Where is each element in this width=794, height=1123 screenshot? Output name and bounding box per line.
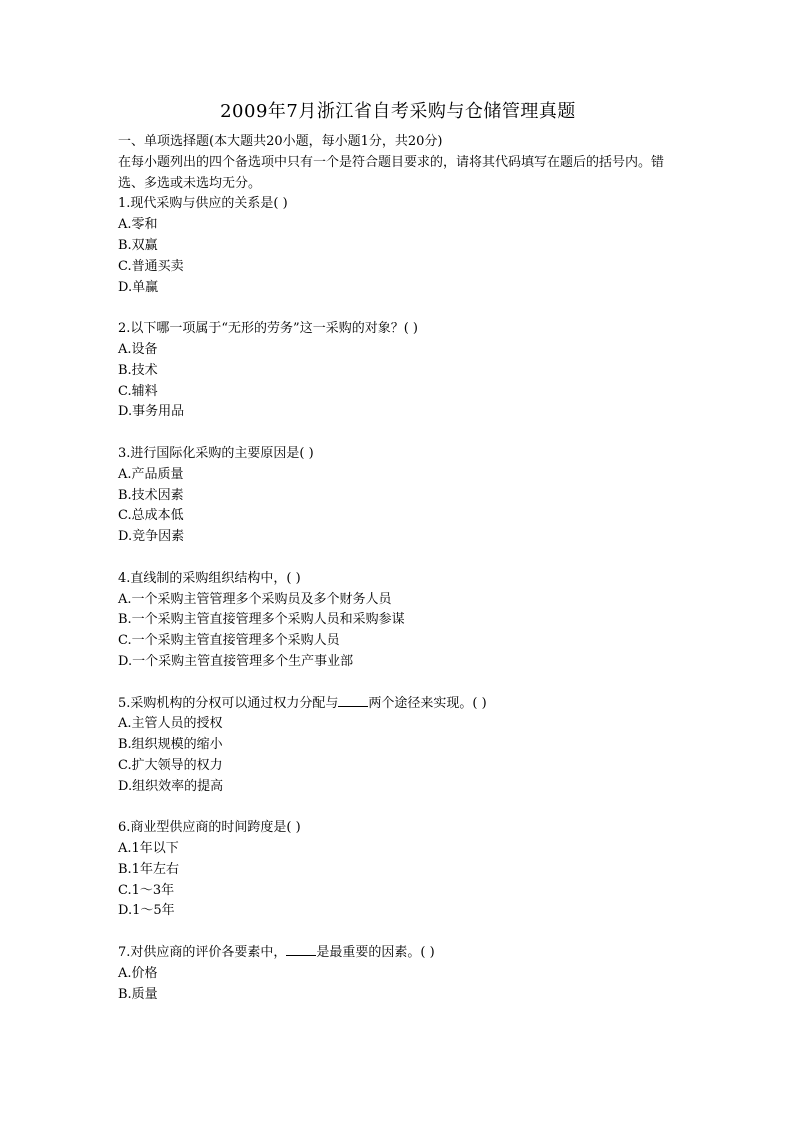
question-6-option-d: D.1～5年: [118, 903, 175, 919]
question-2-option-a: A.设备: [118, 341, 158, 357]
answer-blank: [286, 943, 316, 956]
question-1-stem: 1.现代采购与供应的关系是( ): [118, 196, 288, 212]
question-5-stem: [118, 694, 678, 715]
question-4-option-a: A.一个采购主管管理多个采购员及多个财务人员: [118, 591, 392, 607]
question-6-option-c: C.1～3年: [118, 882, 175, 898]
question-1-option-d: D.单赢: [118, 279, 159, 295]
question-5-option-b: B.组织规模的缩小: [118, 737, 223, 753]
spacer: [118, 673, 678, 694]
exam-page: [118, 100, 678, 1005]
question-6-stem: 6.商业型供应商的时间跨度是( ): [118, 820, 301, 836]
question-4-option-b: B.一个采购主管直接管理多个采购人员和采购参谋: [118, 612, 405, 628]
section-instructions: 在每小题列出的四个备选项中只有一个是符合题目要求的，请将其代码填写在题后的括号内。错选、多选或未选均无分。: [118, 154, 665, 191]
question-1-option-c: C.普通买卖: [118, 258, 184, 274]
question-1-option-b: B.双赢: [118, 237, 158, 253]
spacer: [118, 798, 678, 819]
question-3-option-c: C.总成本低: [118, 508, 184, 524]
question-4-option-c: C.一个采购主管直接管理多个采购人员: [118, 633, 340, 649]
spacer: [118, 298, 678, 319]
spacer: [118, 548, 678, 569]
question-4-stem: 4.直线制的采购组织结构中，( ): [118, 570, 301, 586]
question-6-option-a: A.1年以下: [118, 841, 179, 857]
question-2-stem: 2.以下哪一项属于“无形的劳务”这一采购的对象？( ): [118, 321, 418, 337]
question-3-option-d: D.竞争因素: [118, 529, 185, 545]
question-2-option-c: C.辅料: [118, 383, 158, 399]
question-7-stem: [118, 943, 678, 964]
question-5-stem-after: 两个途径来实现。( ): [368, 695, 487, 711]
section-heading: 一、单项选择题(本大题共20小题，每小题1分，共20分): [118, 134, 443, 149]
question-4-option-d: D.一个采购主管直接管理多个生产事业部: [118, 653, 354, 669]
question-2-option-d: D.事务用品: [118, 404, 185, 420]
question-3-option-a: A.产品质量: [118, 466, 184, 482]
question-6-option-b: B.1年左右: [118, 861, 179, 877]
question-7-option-a: A.价格: [118, 965, 158, 981]
question-5-stem-before: 5.采购机构的分权可以通过权力分配与: [118, 695, 339, 711]
question-2-option-b: B.技术: [118, 362, 158, 378]
spacer: [118, 922, 678, 943]
question-5-option-a: A.主管人员的授权: [118, 716, 223, 732]
answer-blank: [338, 694, 368, 707]
spacer: [118, 423, 678, 444]
question-7-stem-after: 是最重要的因素。( ): [316, 945, 435, 961]
question-3-option-b: B.技术因素: [118, 487, 184, 503]
page-title: 2009年7月浙江省自考采购与仓储管理真题: [220, 101, 576, 122]
question-5-option-c: C.扩大领导的权力: [118, 757, 223, 773]
question-7-stem-before: 7.对供应商的评价各要素中，: [118, 945, 287, 961]
question-1-option-a: A.零和: [118, 217, 158, 233]
question-7-option-b: B.质量: [118, 986, 158, 1002]
question-5-option-d: D.组织效率的提高: [118, 778, 224, 794]
question-3-stem: 3.进行国际化采购的主要原因是( ): [118, 445, 314, 461]
